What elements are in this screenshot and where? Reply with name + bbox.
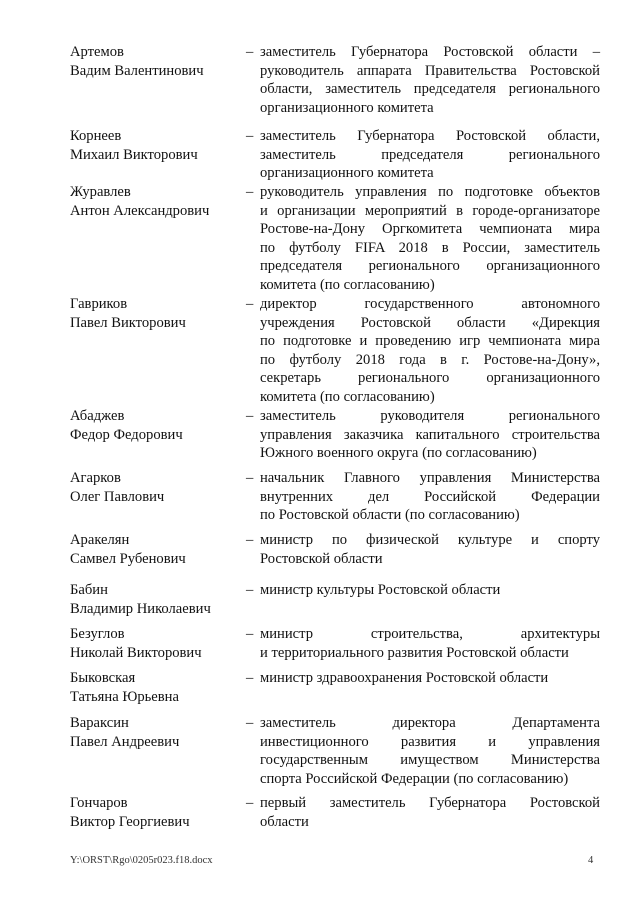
member-name [70, 581, 245, 618]
dash-separator: – [246, 715, 254, 731]
member-given-names: Антон Александрович [70, 202, 210, 219]
position-line: директор государственного автономного [260, 296, 600, 312]
member-position [260, 127, 600, 183]
member-given-names: Павел Викторович [70, 314, 186, 331]
position-line: государственным имуществом Министерства [260, 752, 600, 768]
member-given-names: Олег Павлович [70, 488, 165, 505]
member-given-names: Владимир Николаевич [70, 600, 211, 617]
dash-separator: – [246, 795, 254, 811]
member-position [260, 581, 600, 600]
position-line: управления заказчика капитального строительства [260, 426, 600, 443]
member-name [70, 43, 245, 80]
member-given-names: Николай Викторович [70, 644, 202, 661]
member-name [70, 469, 245, 506]
position-line: заместитель директора Департамента [260, 715, 600, 731]
position-line: заместитель председателя регионального [260, 146, 600, 163]
member-position [260, 794, 600, 831]
footer-page-number: 4 [588, 855, 594, 866]
dash-separator: – [246, 184, 254, 200]
member-position [260, 669, 600, 688]
position-line: и территориального развития Ростовской области [260, 644, 569, 661]
position-line: организационного комитета [260, 165, 434, 181]
position-line: первый заместитель Губернатора Ростовской [260, 795, 600, 811]
position-line: по футболу 2018 года в г. Ростове-на-Дону», [260, 351, 600, 368]
position-line: заместитель Губернатора Ростовской области, [260, 128, 600, 144]
member-name [70, 127, 245, 164]
position-line: по Ростовской области (по согласованию) [260, 507, 520, 523]
member-position [260, 183, 600, 294]
position-line: министр по физической культуре и спорту [260, 532, 600, 548]
member-position [260, 531, 600, 568]
position-line: Южного военного округа (по согласованию) [260, 445, 537, 461]
position-line: секретарь регионального организационного [260, 370, 600, 386]
member-surname: Журавлев [70, 184, 131, 200]
position-line: руководитель управления по подготовке объектов [260, 184, 600, 200]
dash-separator: – [246, 44, 254, 60]
position-line: области, заместитель председателя регионального [260, 81, 600, 97]
position-line: министр строительства, архитектуры [260, 626, 600, 642]
member-position [260, 295, 600, 406]
member-given-names: Самвел Рубенович [70, 550, 186, 567]
position-line: министр культуры Ростовской области [260, 582, 501, 598]
position-line: комитета (по согласованию) [260, 388, 435, 405]
dash-separator: – [246, 582, 254, 598]
member-given-names: Михаил Викторович [70, 146, 198, 163]
member-position [260, 407, 600, 463]
position-line: организационного комитета [260, 99, 434, 116]
footer-file-path: Y:\ORST\Rgo\0205r023.f18.docx [70, 855, 213, 866]
member-surname: Быковская [70, 670, 136, 686]
position-line: спорта Российской Федерации (по согласованию) [260, 770, 569, 787]
member-name [70, 625, 245, 662]
position-line: комитета (по согласованию) [260, 276, 435, 293]
dash-separator: – [246, 408, 254, 424]
member-name [70, 407, 245, 444]
member-position [260, 714, 600, 788]
member-surname: Аракелян [70, 532, 130, 548]
position-line: области [260, 813, 309, 830]
dash-separator: – [246, 532, 254, 548]
dash-separator: – [246, 626, 254, 642]
position-line: начальник Главного управления Министерства [260, 470, 600, 486]
member-given-names: Виктор Георгиевич [70, 813, 190, 830]
member-surname: Бабин [70, 582, 108, 598]
member-position [260, 43, 600, 117]
position-line: инвестиционного развития и управления [260, 733, 600, 750]
position-line: учреждения Ростовской области «Дирекция [260, 314, 600, 331]
position-line: руководитель аппарата Правительства Ростовской [260, 62, 600, 79]
member-position [260, 469, 600, 525]
member-name [70, 295, 245, 332]
member-surname: Гавриков [70, 296, 128, 312]
member-name [70, 669, 245, 706]
position-line: по подготовке и проведению игр чемпионата мира [260, 333, 600, 349]
dash-separator: – [246, 296, 254, 312]
member-surname: Абаджев [70, 408, 125, 424]
member-given-names: Вадим Валентинович [70, 62, 204, 79]
member-name [70, 794, 245, 831]
dash-separator: – [246, 470, 254, 486]
dash-separator: – [246, 670, 254, 686]
dash-separator: – [246, 128, 254, 144]
position-line: внутренних дел Российской Федерации [260, 488, 600, 505]
member-name [70, 183, 245, 220]
member-name [70, 531, 245, 568]
position-line: по футболу FIFA 2018 в России, заместитель [260, 239, 600, 256]
member-surname: Вараксин [70, 715, 129, 731]
member-given-names: Татьяна Юрьевна [70, 688, 179, 705]
member-position [260, 625, 600, 662]
member-name [70, 714, 245, 751]
position-line: Ростовской области [260, 550, 383, 567]
position-line: Ростове-на-Дону Оргкомитета чемпионата мира [260, 221, 600, 237]
member-surname: Агарков [70, 470, 121, 486]
position-line: заместитель Губернатора Ростовской области – [260, 44, 600, 60]
member-given-names: Павел Андреевич [70, 733, 180, 750]
position-line: и организации мероприятий в городе-организаторе [260, 202, 600, 219]
member-surname: Артемов [70, 44, 124, 60]
member-surname: Корнеев [70, 128, 122, 144]
member-surname: Гончаров [70, 795, 128, 811]
position-line: председателя регионального организационного [260, 258, 600, 274]
member-surname: Безуглов [70, 626, 125, 642]
position-line: министр здравоохранения Ростовской области [260, 670, 549, 686]
position-line: заместитель руководителя регионального [260, 408, 600, 424]
member-given-names: Федор Федорович [70, 426, 183, 443]
